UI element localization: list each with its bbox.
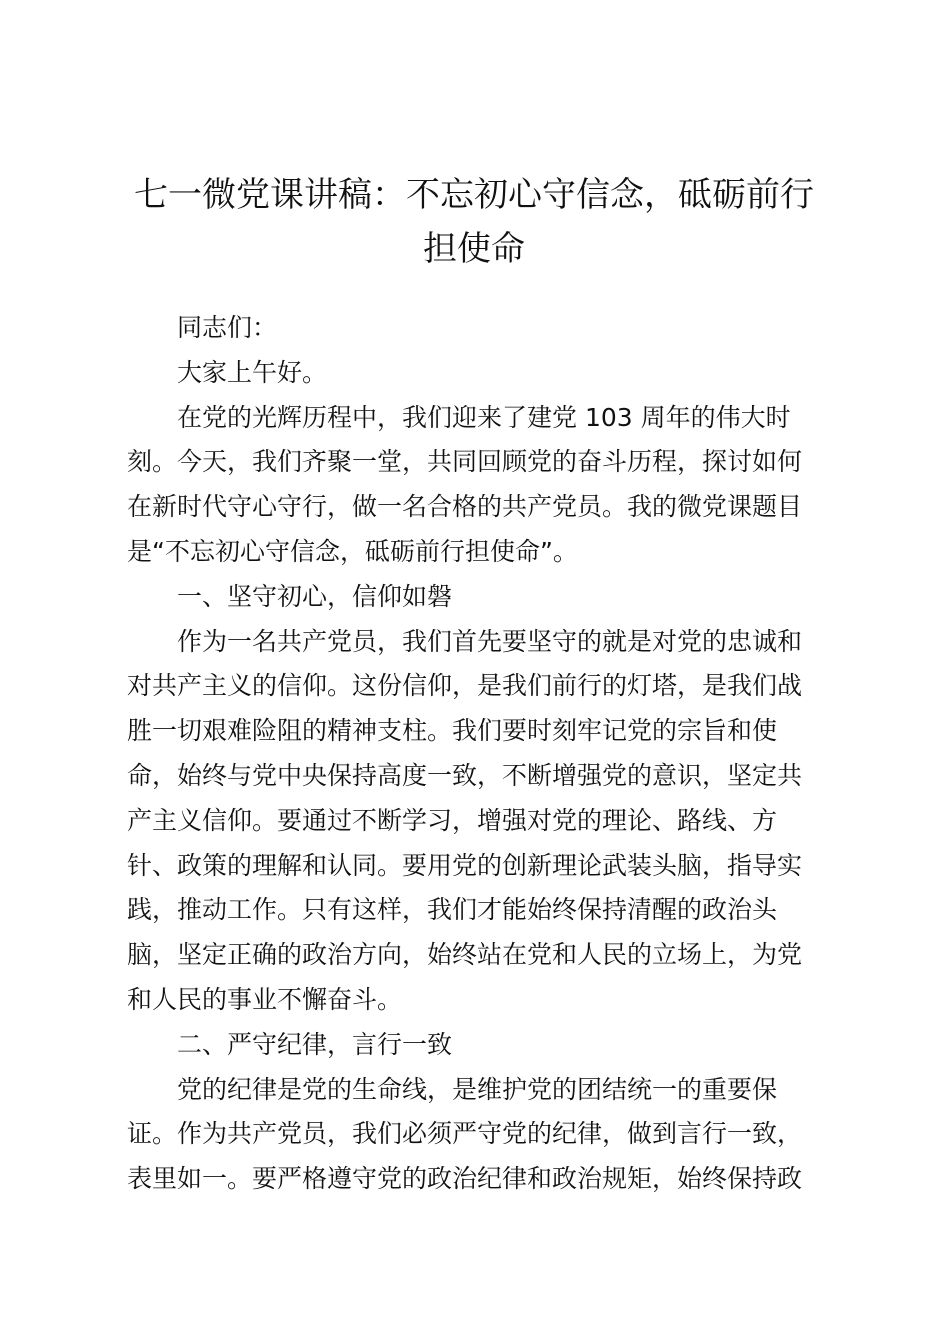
- paragraph-line: 刻。今天，我们齐聚一堂，共同回顾党的奋斗历程，探讨如何: [127, 447, 803, 477]
- paragraph-line: 践，推动工作。只有这样，我们才能始终保持清醒的政治头: [127, 895, 778, 925]
- paragraph-line: 和人民的事业不懈奋斗。: [127, 984, 403, 1014]
- document-page: [127, 168, 821, 1202]
- section-2-paragraph: [127, 1068, 821, 1202]
- section-heading-2: [127, 1023, 821, 1068]
- salutation-paragraph: [127, 306, 821, 351]
- section-1-paragraph: [127, 620, 821, 1023]
- title-line-2: 担使命: [423, 229, 525, 269]
- paragraph-line: 产主义信仰。要通过不断学习，增强对党的理论、路线、方: [127, 805, 778, 835]
- paragraph-line: 脑，坚定正确的政治方向，始终站在党和人民的立场上，为党: [127, 940, 803, 970]
- document-title: [127, 168, 821, 276]
- paragraph-line: 针、政策的理解和认同。要用党的创新理论武装头脑，指导实: [127, 850, 803, 880]
- paragraph-line: 表里如一。要严格遵守党的政治纪律和政治规矩，始终保持政: [127, 1164, 803, 1194]
- paragraph-line: 同志们：: [177, 313, 278, 342]
- section-heading-text: 二、严守纪律，言行一致: [177, 1029, 453, 1059]
- paragraph-line: 是“不忘初心守信念，砥砺前行担使命”。: [127, 536, 578, 566]
- paragraph-line: 证。作为共产党员，我们必须严守党的纪律，做到言行一致，: [127, 1119, 803, 1149]
- title-line-1: 七一微党课讲稿：不忘初心守信念，砥砺前行: [134, 175, 814, 215]
- paragraph-line: 在新时代守心守行，做一名合格的共产党员。我的微党课题目: [127, 492, 803, 522]
- section-heading-text: 一、坚守初心，信仰如磐: [177, 581, 453, 611]
- section-heading-1: [127, 575, 821, 620]
- paragraph-line: 党的纪律是党的生命线，是维护党的团结统一的重要保: [177, 1074, 778, 1104]
- paragraph-line: 作为一名共产党员，我们首先要坚守的就是对党的忠诚和: [177, 626, 803, 656]
- paragraph-line: 胜一切艰难险阻的精神支柱。我们要时刻牢记党的宗旨和使: [127, 716, 778, 746]
- paragraph-line: 在党的光辉历程中，我们迎来了建党 103 周年的伟大时: [177, 402, 791, 432]
- document-body: [127, 306, 821, 1202]
- greeting-paragraph: [127, 351, 821, 396]
- paragraph-line: 命，始终与党中央保持高度一致，不断增强党的意识，坚定共: [127, 760, 803, 790]
- paragraph-line: 对共产主义的信仰。这份信仰，是我们前行的灯塔，是我们战: [127, 671, 803, 701]
- paragraph-line: 大家上午好。: [177, 357, 328, 387]
- intro-paragraph: [127, 396, 821, 575]
